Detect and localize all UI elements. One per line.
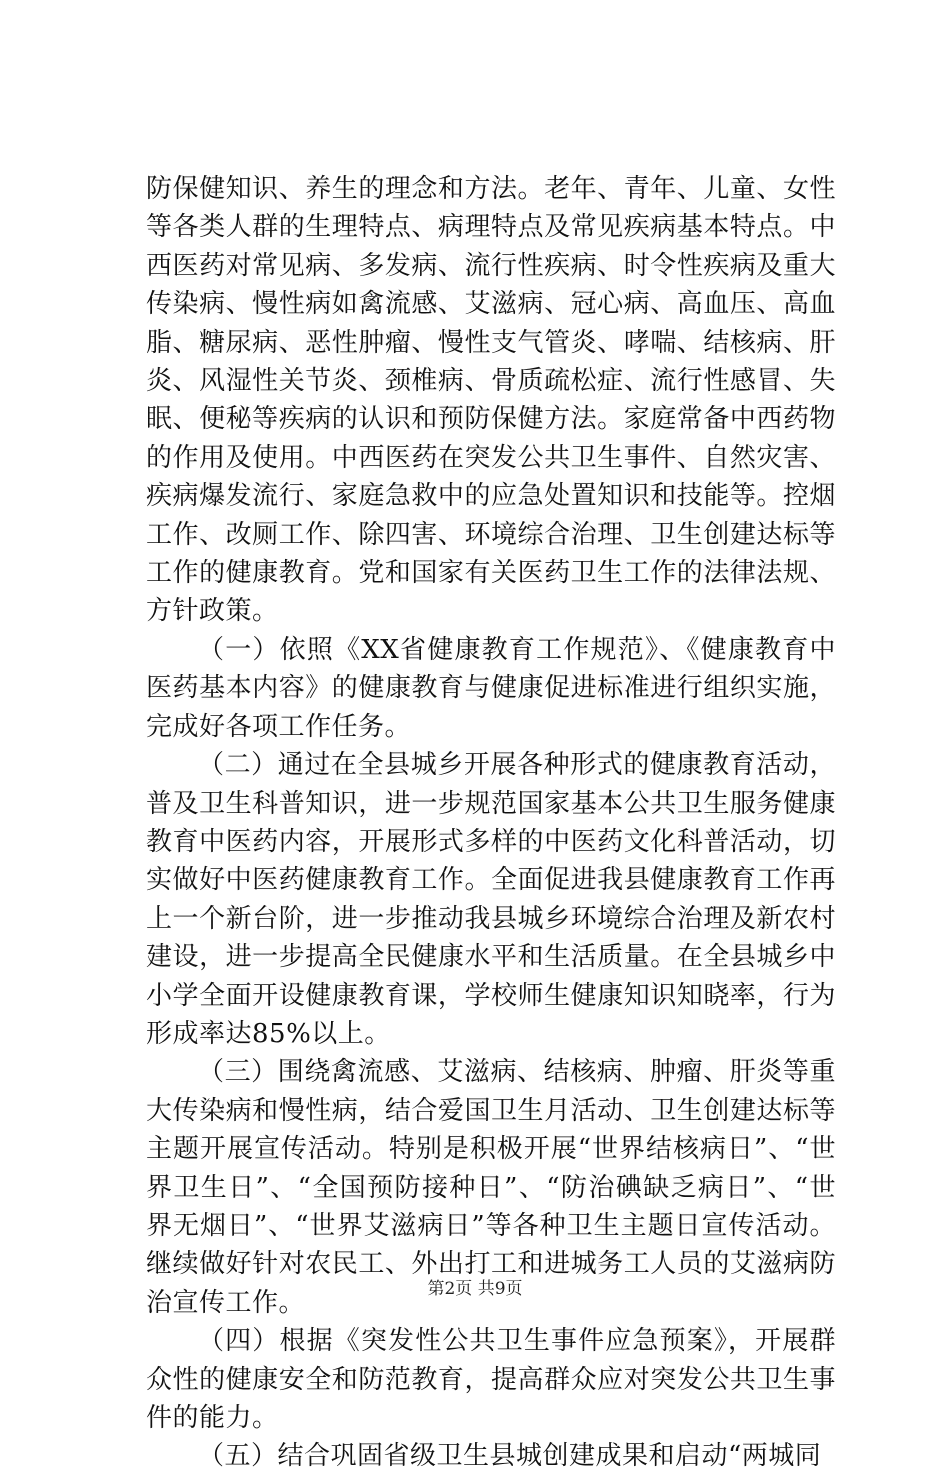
- paragraph-item-5: （五）结合巩固省级卫生县城创建成果和启动“两城同: [198, 1441, 822, 1472]
- paragraph-continued: 防保健知识、养生的理念和方法。老年、青年、儿童、女性等各类人群的生理特点、病理特点及常见疾病基本特点。中西医药对常见病、多发病、流行性疾病、时令性疾病及重大传染病、慢性病如禽流感、艾滋病、冠心病、高血压、高血脂、糖尿病、恶性肿瘤、慢性支气管炎、哮喘、结核病、肝炎、风湿性关节炎、颈椎病、骨质疏松症、流行性感冒、失眠、便秘等疾病的认识和预防保健方法。家庭常备中西药物的作用及使用。中西医药在突发公共卫生事件、自然灾害、疾病爆发流行、家庭急救中的应急处置知识和技能等。控烟工作、改厕工作、除四害、环境综合治理、卫生创建达标等工作的健康教育。党和国家有关医药卫生工作的法律法规、方针政策。: [146, 174, 836, 627]
- paragraph-item-2: （二）通过在全县城乡开展各种形式的健康教育活动，普及卫生科普知识，进一步规范国家基本公共卫生服务健康教育中医药内容，开展形式多样的中医药文化科普活动，切实做好中医药健康教育工作。全面促进我县健康教育工作再上一个新台阶，进一步推动我县城乡环境综合治理及新农村建设，进一步提高全民健康水平和生活质量。在全县城乡中小学全面开设健康教育课，学校师生健康知识知晓率，行为形成率达85%以上。: [146, 750, 836, 1049]
- paragraph-item-3: （三）围绕禽流感、艾滋病、结核病、肿瘤、肝炎等重大传染病和慢性病，结合爱国卫生月活动、卫生创建达标等主题开展宣传活动。特别是积极开展“世界结核病日”、“世界卫生日”、“全国预防接种日”、“防治碘缺乏病日”、“世界无烟日”、“世界艾滋病日”等各种卫生主题日宣传活动。继续做好针对农民工、外出打工和进城务工人员的艾滋病防治宣传工作。: [146, 1057, 836, 1318]
- paragraph-item-4: （四）根据《突发性公共卫生事件应急预案》，开展群众性的健康安全和防范教育，提高群众应对突发公共卫生事件的能力。: [146, 1326, 836, 1433]
- page-footer: 第2页 共9页: [427, 1279, 523, 1299]
- paragraph-item-1: （一）依照《XX省健康教育工作规范》、《健康教育中医药基本内容》的健康教育与健康促进标准进行组织实施，完成好各项工作任务。: [146, 634, 836, 742]
